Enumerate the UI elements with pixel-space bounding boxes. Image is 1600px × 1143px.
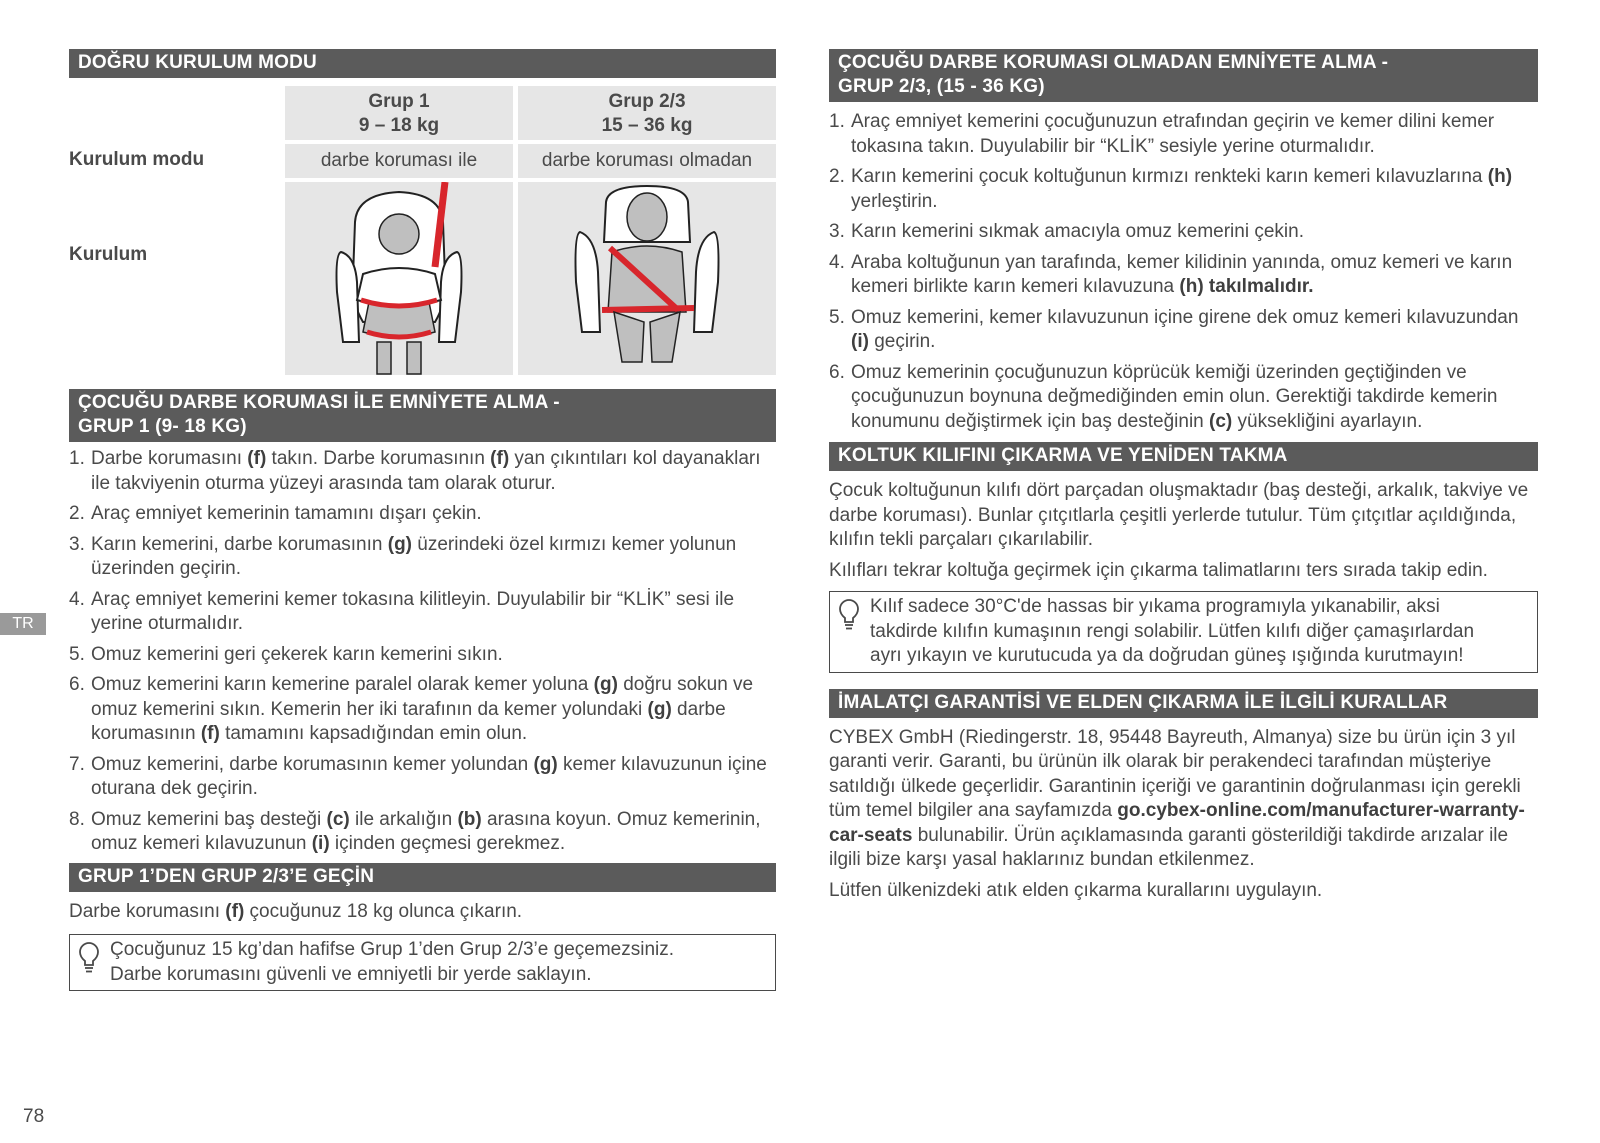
list-item	[829, 251, 1538, 300]
note-line: takdirde kılıfın kumaşının rengi solabilir. Lütfen kılıfı diğer çamaşırlardan	[870, 620, 1475, 642]
cover-paragraph-2: Kılıfları tekrar koltuğa geçirmek için çıkarma talimatlarını ters sırada takip edin.	[829, 559, 1488, 581]
row-label-install-mode: Kurulum modu	[69, 149, 205, 170]
step-number: 7.	[69, 753, 85, 775]
step-number: 3.	[829, 221, 845, 242]
step-number: 6.	[69, 674, 85, 695]
lightbulb-icon	[838, 598, 860, 632]
step-text: Omuz kemerini, darbe korumasının kemer yolundan (g) kemer kılavuzunun içine oturana dek geçirin.	[91, 753, 767, 799]
list-item	[829, 110, 1538, 159]
group1-weight: 9 – 18 kg	[358, 115, 440, 136]
switch-group-paragraph: Darbe korumasını (f) çocuğunuz 18 kg olunca çıkarın.	[69, 900, 523, 922]
step-number: 1.	[69, 448, 85, 469]
step-number: 6.	[829, 361, 845, 383]
step-number: 3.	[69, 533, 85, 555]
group23-weight: 15 – 36 kg	[601, 115, 693, 136]
step-text: Omuz kemerini, kemer kılavuzunun içine girene dek omuz kemeri kılavuzundan (i) geçirin.	[851, 306, 1519, 352]
list-item	[69, 588, 776, 637]
warranty-paragraph-2: Lütfen ülkenizdeki atık elden çıkarma kurallarını uygulayın.	[829, 879, 1323, 901]
step-text: Araç emniyet kemerini kemer tokasına kilitleyin. Duyulabilir bir “KLİK” sesi ile yerine oturmalıdır.	[91, 588, 735, 634]
note-line: Kılıf sadece 30°C'de hassas bir yıkama programıyla yıkanabilir, aksi	[870, 596, 1440, 617]
install-mode-table	[69, 86, 776, 375]
list-item	[69, 643, 776, 668]
install-mode-heading: DOĞRU KURULUM MODU	[69, 49, 776, 78]
list-item	[829, 306, 1538, 355]
seat-with-impact-shield-illustration	[285, 182, 513, 375]
step-text: Araç emniyet kemerini çocuğunuzun etrafından geçirin ve kemer dilini kemer tokasına takın. Duyulabilir bir “KLİK” sesiyle yerine oturmalıdır.	[851, 111, 1495, 157]
list-item	[69, 753, 776, 802]
note-line: ayrı yıkayın ve kurutucuda ya da doğrudan güneş ışığında kurutmayın!	[870, 645, 1464, 666]
group23-heading-line2: GRUP 2/3, (15 - 36 KG)	[838, 76, 1045, 97]
step-text: Omuz kemerinin çocuğunuzun köprücük kemiği üzerinden geçtiğinden ve çocuğunuzun boynuna değmediğinden emin olun. Gerektiği takdirde kemerin konumunu değiştirmek için baş desteğinin (c) yüksekliğini ayarlayın.	[851, 361, 1498, 432]
step-number: 8.	[69, 808, 85, 830]
col-header-group23	[518, 86, 776, 140]
page-number: 78	[23, 1106, 45, 1127]
list-item	[829, 220, 1538, 245]
list-item	[69, 502, 776, 527]
step-text: Karın kemerini, darbe korumasının (g) üzerindeki özel kırmızı kemer yolunun üzerinden geçirin.	[91, 533, 737, 579]
warranty-link[interactable]: go.cybex-online.com/manufacturer-warranty-car-seats	[829, 800, 1525, 846]
group23-illustration-cell	[518, 182, 776, 375]
group23-mode-cell: darbe koruması olmadan	[518, 144, 776, 178]
warranty-heading: İMALATÇI GARANTİSİ VE ELDEN ÇIKARMA İLE İLGİLİ KURALLAR	[829, 689, 1538, 718]
switch-group-heading: GRUP 1’DEN GRUP 2/3’E GEÇİN	[69, 863, 776, 892]
step-text: Karın kemerini çocuk koltuğunun kırmızı renkteki karın kemeri kılavuzlarına (h) yerleştirin.	[851, 166, 1513, 212]
row-label-installation: Kurulum	[69, 244, 148, 265]
list-item	[69, 533, 776, 582]
group1-title: Grup 1	[368, 91, 430, 112]
left-column	[69, 49, 776, 991]
language-tab: TR	[0, 613, 46, 635]
list-item	[69, 808, 776, 857]
step-number: 5.	[829, 306, 845, 328]
seat-without-impact-shield-illustration	[518, 182, 776, 375]
warranty-paragraph-1: CYBEX GmbH (Riedingerstr. 18, 95448 Bayreuth, Almanya) size bu ürün için 3 yıl garanti verir. Garanti, bu ürünün ilk olarak bir perakendeci tarafından müşteriye satıldığı ülkede geçerlidir. Garantinin içeriği ve garantinin doğrulanması için gerekli tüm temel bilgiler ana sayfamızda go.cybex-online.com/manufacturer-warranty-car-seats bulunabilir. Ürün açıklamasında garanti gösterildiği takdirde arızalar ile ilgili bize karşı yasal haklarınız bundan etkilenmez.	[829, 726, 1525, 870]
switch-group-note	[69, 934, 776, 991]
step-number: 4.	[69, 588, 85, 610]
step-text: Darbe korumasını (f) takın. Darbe korumasının (f) yan çıkıntıları kol dayanakları ile takviyenin oturma yüzeyi arasında tam olarak oturur.	[91, 448, 761, 494]
group23-steps	[829, 110, 1538, 434]
list-item	[69, 673, 776, 747]
note-line: Darbe korumasını güvenli ve emniyetli bir yerde saklayın.	[110, 963, 592, 985]
list-item	[829, 165, 1538, 214]
step-text: Omuz kemerini baş desteği (c) ile arkalığın (b) arasına koyun. Omuz kemerinin, omuz kemeri kılavuzunun (i) içinden geçmesi gerekmez.	[91, 808, 761, 854]
step-number: 1.	[829, 111, 845, 132]
right-column	[829, 49, 1538, 903]
note-line: Çocuğunuz 15 kg’dan hafifse Grup 1’den Grup 2/3’e geçemezsiniz.	[110, 939, 675, 960]
list-item	[69, 447, 776, 496]
group1-heading-line2: GRUP 1 (9- 18 KG)	[78, 416, 247, 437]
step-text: Omuz kemerini karın kemerine paralel olarak kemer yoluna (g) doğru sokun ve omuz kemerini sıkın. Kemerin her iki tarafının da kemer yolundaki (g) darbe korumasının (f) tamamını kapsadığından emin olun.	[91, 674, 754, 744]
group23-title: Grup 2/3	[608, 91, 686, 112]
step-number: 5.	[69, 643, 85, 665]
washing-note	[829, 591, 1538, 673]
step-text: Omuz kemerini geri çekerek karın kemerini sıkın.	[91, 643, 503, 665]
step-number: 2.	[829, 166, 845, 187]
group23-heading-line1: ÇOCUĞU DARBE KORUMASI OLMADAN EMNİYETE ALMA -	[838, 52, 1389, 73]
group1-heading	[69, 389, 776, 442]
step-text: Karın kemerini sıkmak amacıyla omuz kemerini çekin.	[851, 221, 1304, 242]
step-number: 2.	[69, 503, 85, 524]
step-text: Araba koltuğunun yan tarafında, kemer kilidinin yanında, omuz kemeri ve karın kemeri birlikte karın kemeri kılavuzuna (h) takılmalıdır.	[851, 251, 1513, 297]
step-number: 4.	[829, 251, 845, 273]
group1-heading-line1: ÇOCUĞU DARBE KORUMASI İLE EMNİYETE ALMA -	[78, 392, 560, 413]
cover-paragraph-1: Çocuk koltuğunun kılıfı dört parçadan oluşmaktadır (baş desteği, arkalık, takviye ve darbe koruması). Bunlar çıtçıtlarla çeşitli yerlerde tutulur. Tüm çıtçıtlar açıldığında, kılıfın tekli parçaları çıkarılabilir.	[829, 480, 1529, 550]
col-header-group1	[285, 86, 513, 140]
step-text: Araç emniyet kemerinin tamamını dışarı çekin.	[91, 503, 482, 524]
lightbulb-icon	[78, 941, 100, 975]
group1-steps	[69, 447, 776, 857]
cover-heading: KOLTUK KILIFINI ÇIKARMA VE YENİDEN TAKMA	[829, 442, 1538, 471]
group1-mode-cell: darbe koruması ile	[285, 144, 513, 178]
group23-heading	[829, 49, 1538, 102]
group1-illustration-cell	[285, 182, 513, 375]
list-item	[829, 361, 1538, 435]
